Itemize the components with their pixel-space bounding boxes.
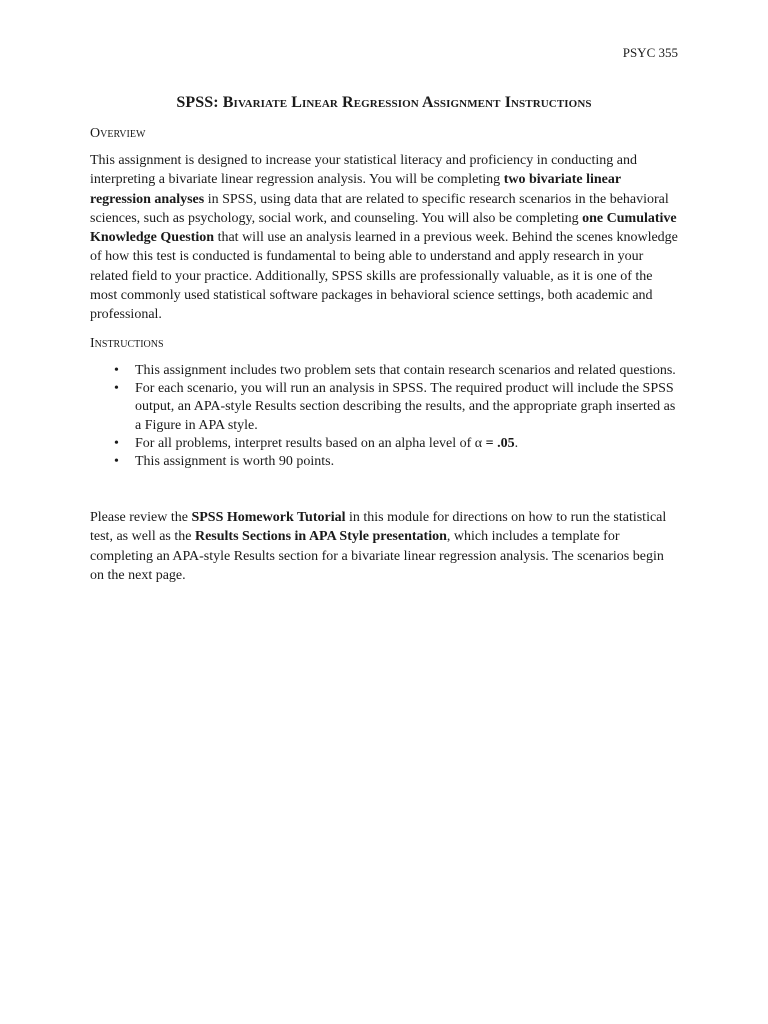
overview-text-1: This assignment is designed to increase your statistical literacy and proficiency in conducting and interpreting a bivariate linear regression analysis. You will be completing	[90, 153, 638, 188]
bullet: •	[114, 381, 119, 397]
bullet: •	[114, 363, 119, 378]
list-item-text: This assignment includes two problem sets that contain research scenarios and related questions.	[135, 363, 676, 378]
page-title: SPSS: Bivariate Linear Regression Assignment Instructions	[176, 94, 592, 111]
closing-bold-1: SPSS Homework Tutorial	[191, 510, 346, 525]
overview-bold-2: one Cumulative Knowledge Question	[90, 210, 677, 246]
bullet: •	[114, 454, 119, 470]
list-item-text-pre: For all problems, interpret results based on an alpha level of	[135, 435, 475, 451]
list-item-text: For each scenario, you will run an analysis in SPSS. The required product will include the SPSS output, an APA-style Results section describing the results, and the appropriate graph inserted as a Figure in APA style.	[135, 381, 676, 433]
list-item-text: This assignment is worth 90 points.	[135, 454, 335, 470]
alpha-symbol: α	[474, 435, 483, 451]
overview-bold-1: two bivariate linear regression analyses	[90, 172, 621, 207]
closing-text-1: Please review the	[90, 510, 192, 525]
list-item-text-end: .	[514, 435, 519, 451]
closing-bold-2: Results Sections in APA Style presentation	[194, 529, 447, 545]
overview-heading: Overview	[90, 126, 146, 141]
closing-text-3: , which includes a template for completing an APA-style Results section for a bivariate linear regression analysis. The scenarios begin on the next page.	[90, 529, 664, 583]
list-item	[90, 380, 680, 435]
overview-text-2: in SPSS, using data that are related to specific research scenarios in the behavioral sciences, such as psychology, social work, and counseling. You will also be completing	[90, 191, 669, 226]
overview-text-3: that will use an analysis learned in a previous week. Behind the scenes knowledge of how this test is conducted is fundamental to being able to understand and apply research in your related field to your practice. Additionally, SPSS skills are professionally valuable, as it is one of the most commonly used statistical software packages in behavioral science settings, both academic and professional.	[90, 230, 678, 323]
instructions-list	[90, 362, 680, 471]
overview-paragraph	[90, 151, 680, 325]
closing-paragraph	[90, 508, 680, 585]
instructions-heading: Instructions	[90, 336, 164, 351]
bullet: •	[114, 435, 119, 451]
alpha-value: = .05	[482, 435, 515, 451]
list-item	[90, 362, 680, 380]
course-code: PSYC 355	[622, 45, 678, 60]
list-item	[90, 435, 680, 453]
closing-text-2: in this module for directions on how to run the statistical test, as well as the	[90, 510, 667, 545]
list-item	[90, 453, 680, 471]
